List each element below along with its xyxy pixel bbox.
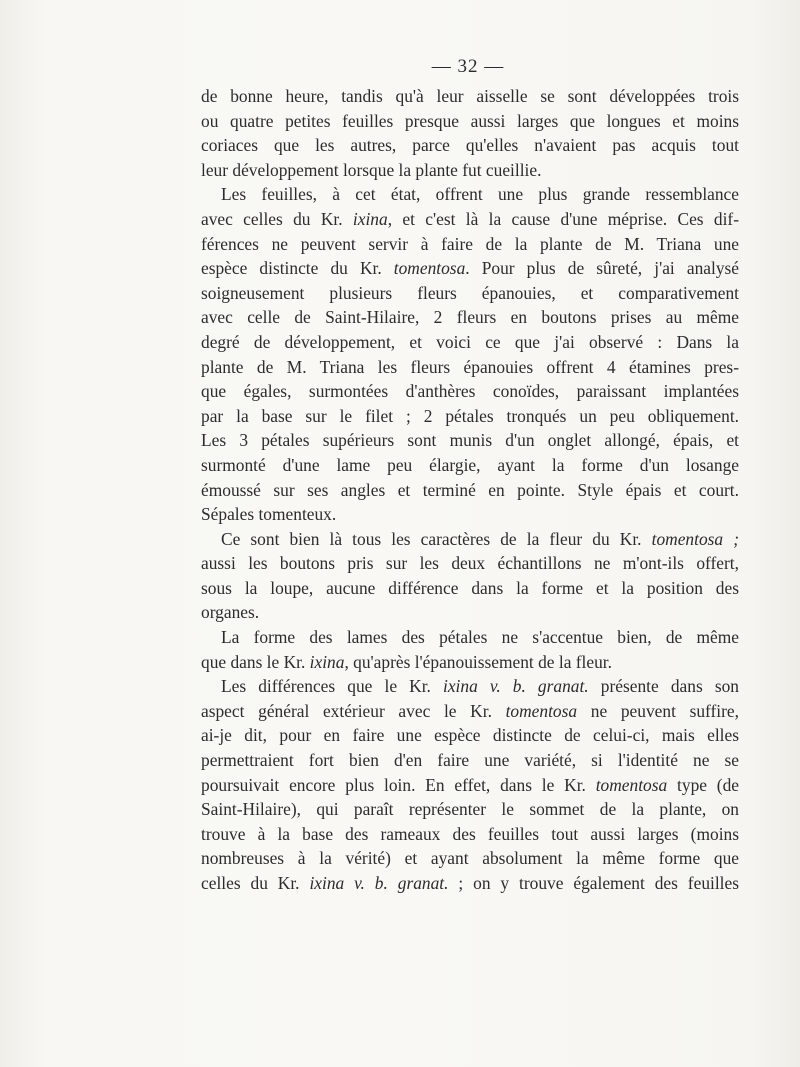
text-segment: que dans le Kr.	[201, 651, 310, 672]
text-segment: par la base sur le filet ; 2 pétales tronqués un peu obliquement.	[201, 405, 739, 426]
italic-text: tomentosa	[595, 774, 668, 795]
text-segment: aspect général extérieur avec le Kr.	[201, 700, 506, 721]
text-segment: Saint-Hilaire), qui paraît représenter le sommet de la plante, on	[201, 799, 739, 820]
text-line	[201, 650, 739, 675]
text-line	[201, 527, 739, 552]
body-text	[201, 84, 739, 896]
text-line	[201, 281, 739, 306]
text-line	[201, 600, 739, 625]
text-segment: leur développement lorsque la plante fut cueillie.	[201, 159, 542, 180]
text-segment: , qu'après l'épanouissement de la fleur.	[344, 651, 612, 672]
text-line	[201, 846, 739, 871]
italic-text: ixina v. b. granat.	[443, 676, 589, 697]
text-segment: ai-je dit, pour en faire une espèce distincte de celui-ci, mais elles	[201, 725, 739, 746]
text-line	[201, 723, 739, 748]
text-line	[201, 182, 739, 207]
text-segment: ou quatre petites feuilles presque aussi larges que longues et moins	[201, 110, 739, 131]
text-line	[201, 674, 739, 699]
text-segment: Sépales tomenteux.	[201, 504, 337, 525]
text-segment: ne peuvent suffire,	[577, 700, 739, 721]
text-segment: aussi les boutons pris sur les deux échantillons ne m'ont-ils offert,	[201, 553, 739, 574]
text-segment: plante de M. Triana les fleurs épanouies offrent 4 étamines pres-	[201, 356, 739, 377]
text-segment: . Pour plus de sûreté, j'ai analysé	[465, 258, 739, 279]
text-segment: organes.	[201, 602, 260, 623]
text-segment: Ce sont bien là tous les caractères de la fleur du Kr.	[221, 528, 652, 549]
text-line	[201, 822, 739, 847]
text-line	[201, 232, 739, 257]
text-line	[201, 748, 739, 773]
text-segment: permettraient fort bien d'en faire une variété, si l'identité ne se	[201, 750, 739, 771]
italic-text: tomentosa	[393, 258, 466, 279]
text-line	[201, 502, 739, 527]
text-segment: , et c'est là la cause d'une méprise. Ces dif-	[387, 208, 739, 229]
text-line	[201, 625, 739, 650]
text-line	[201, 109, 739, 134]
italic-text: ixina	[352, 208, 388, 229]
text-line	[201, 478, 739, 503]
text-segment: Les différences que le Kr.	[221, 676, 443, 697]
text-segment: ; on y trouve également des feuilles	[448, 873, 739, 893]
text-line	[201, 404, 739, 429]
italic-text: ixina	[309, 651, 345, 672]
text-segment: La forme des lames des pétales ne s'accentue bien, de même	[221, 627, 739, 648]
text-line	[201, 551, 739, 576]
text-line	[201, 305, 739, 330]
text-line	[201, 330, 739, 355]
text-line	[201, 699, 739, 724]
text-segment: coriaces que les autres, parce qu'elles n'avaient pas acquis tout	[201, 135, 739, 156]
text-line	[201, 797, 739, 822]
text-segment: type (de	[667, 774, 740, 795]
text-line	[201, 133, 739, 158]
text-line	[201, 576, 739, 601]
text-line	[201, 256, 739, 281]
text-segment: férences ne peuvent servir à faire de la plante de M. Triana une	[201, 233, 739, 254]
text-segment: que égales, surmontées d'anthères conoïdes, paraissant implantées	[201, 381, 739, 402]
text-line	[201, 428, 739, 453]
italic-text: ixina v. b. granat.	[309, 873, 449, 893]
text-segment: nombreuses à la vérité) et ayant absolument la même forme que	[201, 848, 739, 869]
text-line	[201, 871, 739, 896]
text-segment: présente dans son	[588, 676, 739, 697]
text-segment: émoussé sur ses angles et terminé en pointe. Style épais et court.	[201, 479, 739, 500]
text-segment: soigneusement plusieurs fleurs épanouies, et comparativement	[201, 282, 739, 303]
text-line	[201, 773, 739, 798]
text-segment: poursuivait encore plus loin. En effet, dans le Kr.	[201, 774, 596, 795]
italic-text: tomentosa	[505, 700, 578, 721]
text-line	[201, 84, 739, 109]
page-number: — 32 —	[431, 56, 505, 77]
text-line	[201, 207, 739, 232]
text-segment: avec celles du Kr.	[201, 208, 353, 229]
text-segment: sous la loupe, aucune différence dans la forme et la position des	[201, 577, 739, 598]
text-segment: espèce distincte du Kr.	[201, 258, 394, 279]
italic-text: tomentosa ;	[651, 528, 739, 549]
text-segment: trouve à la base des rameaux des feuilles tout aussi larges (moins	[201, 823, 739, 844]
text-segment: degré de développement, et voici ce que j'ai observé : Dans la	[201, 331, 739, 352]
text-segment: celles du Kr.	[201, 873, 310, 893]
text-line	[201, 355, 739, 380]
text-segment: Les 3 pétales supérieurs sont munis d'un onglet allongé, épais, et	[201, 430, 739, 451]
text-segment: avec celle de Saint-Hilaire, 2 fleurs en boutons prises au même	[201, 307, 739, 328]
text-line	[201, 379, 739, 404]
text-line	[201, 453, 739, 478]
text-line	[201, 158, 739, 183]
text-segment: de bonne heure, tandis qu'à leur aisselle se sont développées trois	[201, 86, 739, 106]
text-segment: Les feuilles, à cet état, offrent une plus grande ressemblance	[221, 184, 739, 205]
text-segment: surmonté d'une lame peu élargie, ayant la forme d'un losange	[201, 454, 739, 475]
